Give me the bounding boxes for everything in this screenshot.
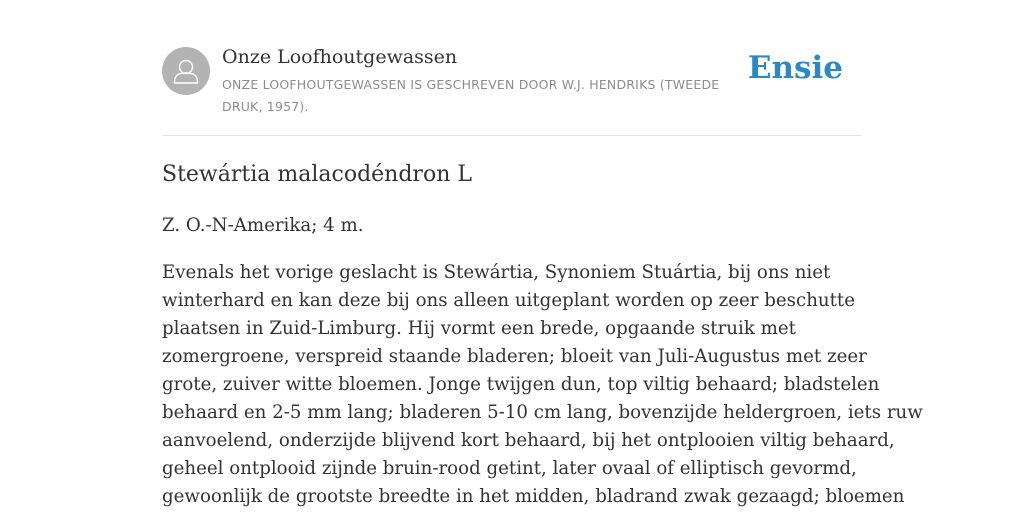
source-header [162, 45, 862, 135]
entry-title: Stewártia malacodéndron L [162, 162, 472, 187]
body-line: behaard en 2-5 mm lang; bladeren 5-10 cm lang, bovenzijde heldergroen, iets ruw [162, 402, 923, 423]
user-icon[interactable] [162, 47, 210, 95]
body-line: aanvoelend, onderzijde blijvend kort behaard, bij het ontplooien viltig behaard, [162, 430, 895, 451]
body-line: grote, zuiver witte bloemen. Jonge twijgen dun, top viltig behaard; bladstelen [162, 374, 880, 395]
body-line: gewoonlijk de grootste breedte in het midden, bladrand zwak gezaagd; bloemen [162, 486, 905, 507]
article [162, 158, 923, 511]
body-line: geheel ontplooid zijnde bruin-rood getint, later ovaal of elliptisch gevormd, [162, 458, 857, 479]
source-description: ONZE LOOFHOUTGEWASSEN IS GESCHREVEN DOOR W.J. HENDRIKS (TWEEDE DRUK, 1957). [222, 77, 720, 114]
ensie-logo[interactable]: Ensie [747, 50, 843, 86]
body-line: winterhard en kan deze bij ons alleen uitgeplant worden op zeer beschutte [162, 290, 855, 311]
body-line: Evenals het vorige geslacht is Stewártia, Synoniem Stuártia, bij ons niet [162, 262, 831, 283]
body-line: plaatsen in Zuid-Limburg. Hij vormt een brede, opgaande struik met [162, 318, 796, 339]
entry-meta: Z. O.-N-Amerika; 4 m. [162, 215, 364, 236]
header-divider [162, 135, 862, 136]
entry-body [162, 259, 923, 511]
body-line: zomergroene, verspreid staande bladeren; bloeit van Juli-Augustus met zeer [162, 346, 867, 367]
source-title[interactable]: Onze Loofhoutgewassen [222, 46, 458, 68]
